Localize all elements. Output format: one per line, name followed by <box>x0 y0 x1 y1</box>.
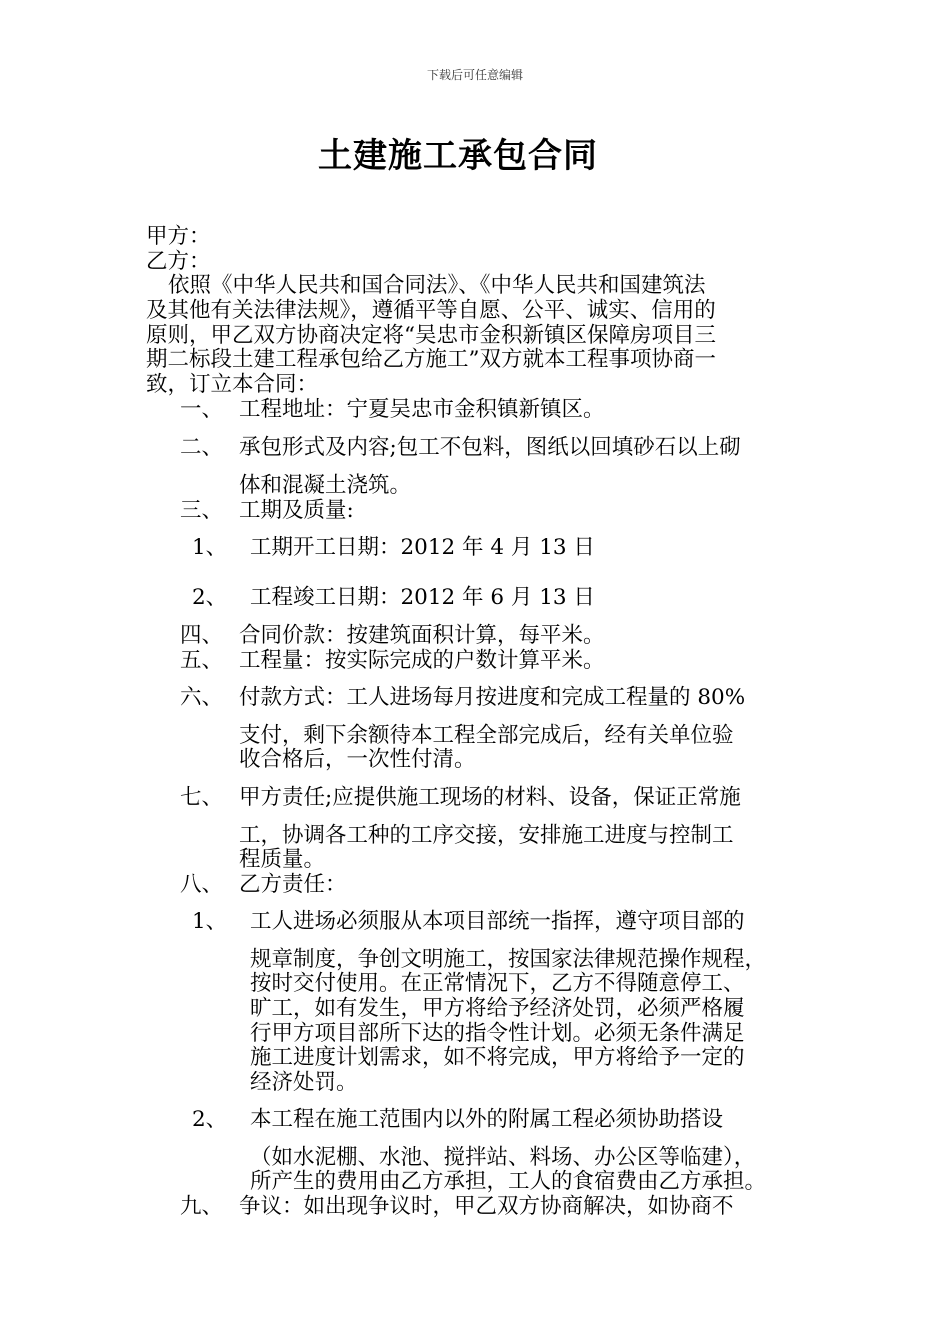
subsection-text: 按时交付使用。在正常情况下，乙方不得随意停工、 <box>250 971 745 996</box>
party-a-label: 甲方： <box>146 224 211 249</box>
section-text: 争议：如出现争议时，甲乙双方协商解决，如协商不 <box>239 1194 734 1219</box>
subsection-text: 经济处罚。 <box>250 1070 358 1095</box>
subsection-number: 2、 <box>192 1107 228 1132</box>
preamble-line: 致，订立本合同： <box>146 372 319 397</box>
section-number: 三、 <box>180 498 224 523</box>
section-text: 合同价款：按建筑面积计算，每平米。 <box>239 623 605 648</box>
section-number: 二、 <box>180 435 224 460</box>
preamble-line: 期二标段土建工程承包给乙方施工”双方就本工程事项协商一 <box>146 347 716 372</box>
section-text: 工期及质量: <box>239 498 354 523</box>
preamble-line: 及其他有关法律法规》，遵循平等自愿、公平、诚实、信用的 <box>146 298 716 323</box>
subsection-text: 本工程在施工范围内以外的附属工程必须协助搭设 <box>250 1107 724 1132</box>
section-number: 五、 <box>180 648 224 673</box>
subsection-text: 工人进场必须服从本项目部统一指挥，遵守项目部的 <box>250 909 745 934</box>
subsection-text: 所产生的费用由乙方承担，工人的食宿费由乙方承担。 <box>250 1169 767 1194</box>
section-number: 七、 <box>180 785 224 810</box>
section-number: 四、 <box>180 623 224 648</box>
section-text: 工程量：按实际完成的户数计算平米。 <box>239 648 605 673</box>
subsection-text: （如水泥棚、水池、搅拌站、料场、办公区等临建）， <box>250 1145 756 1170</box>
section-number: 六、 <box>180 685 224 710</box>
subsection-text: 工期开工日期：2012 年 4 月 13 日 <box>250 535 595 560</box>
subsection-number: 1、 <box>192 909 228 934</box>
section-text: 程质量。 <box>239 847 326 872</box>
subsection-text: 行甲方项目部所下达的指令性计划。必须无条件满足 <box>250 1021 745 1046</box>
preamble-line: 原则，甲乙双方协商决定将“吴忠市金积新镇区保障房项目三 <box>146 323 716 348</box>
section-text: 体和混凝土浇筑。 <box>239 473 412 498</box>
section-text: 乙方责任： <box>239 872 347 897</box>
section-number: 九、 <box>180 1194 224 1219</box>
section-text: 工程地址：宁夏吴忠市金积镇新镇区。 <box>239 397 605 422</box>
contract-title: 土建施工承包合同 <box>318 136 598 176</box>
section-number: 八、 <box>180 872 224 897</box>
subsection-text: 工程竣工日期：2012 年 6 月 13 日 <box>250 585 595 610</box>
subsection-text: 规章制度，争创文明施工，按国家法律规范操作规程， <box>250 947 767 972</box>
preamble-line: 依照《中华人民共和国合同法》、《中华人民共和国建筑法 <box>168 273 706 298</box>
header-note: 下载后可任意编辑 <box>426 68 523 82</box>
section-text: 工，协调各工种的工序交接，安排施工进度与控制工 <box>239 823 734 848</box>
subsection-text: 施工进度计划需求，如不将完成，甲方将给予一定的 <box>250 1045 745 1070</box>
party-b-label: 乙方： <box>146 249 211 274</box>
section-text: 甲方责任;应提供施工现场的材料、设备，保证正常施 <box>239 785 741 810</box>
section-text: 承包形式及内容;包工不包料，图纸以回填砂石以上砌 <box>239 435 741 460</box>
section-number: 一、 <box>180 397 224 422</box>
subsection-number: 1、 <box>192 535 228 560</box>
section-text: 支付，剩下余额待本工程全部完成后，经有关单位验 <box>239 723 734 748</box>
section-text: 付款方式：工人进场每月按进度和完成工程量的 80% <box>239 685 746 710</box>
subsection-text: 旷工，如有发生，甲方将给予经济处罚，必须严格履 <box>250 996 745 1021</box>
section-text: 收合格后，一次性付清。 <box>239 747 476 772</box>
subsection-number: 2、 <box>192 585 228 610</box>
